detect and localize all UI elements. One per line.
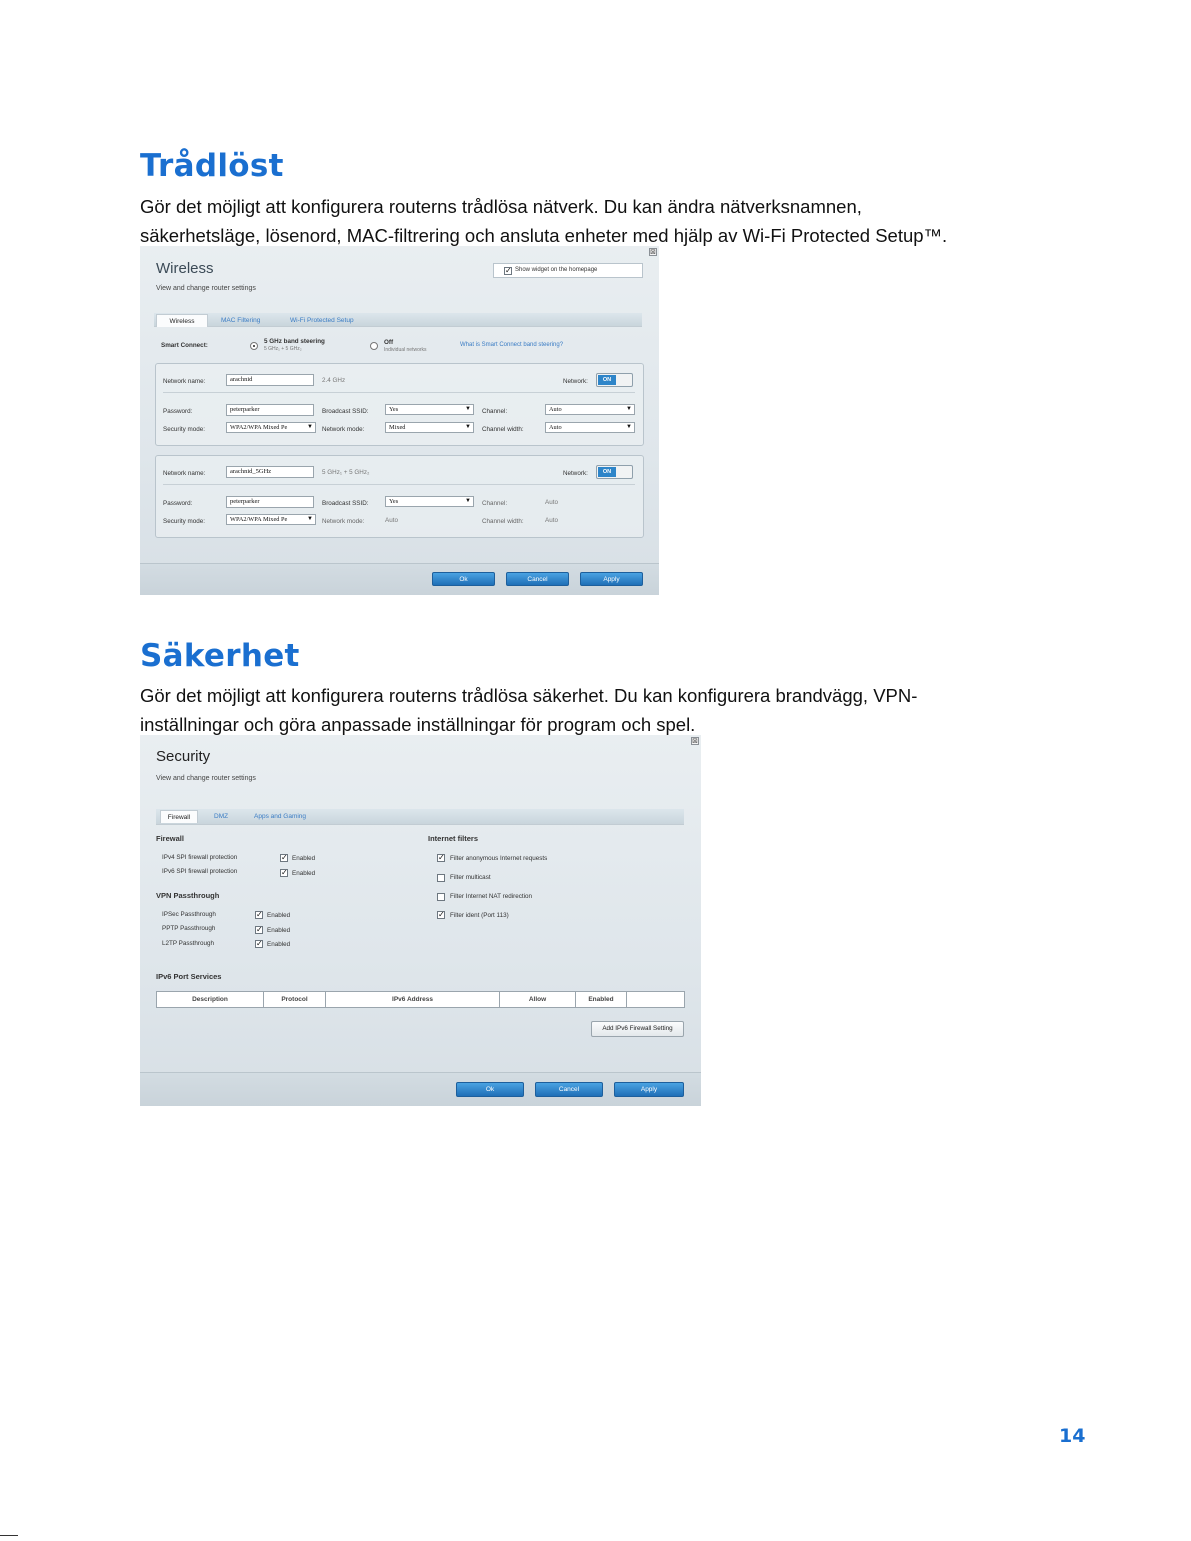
security-screenshot [140,735,701,1106]
wireless-subtitle: View and change router settings [156,285,256,292]
network-name-label: Network name: [163,470,206,477]
off-sub: Individual networks [384,347,427,353]
close-icon[interactable]: ⊠ [692,737,698,745]
section-heading-security: Säkerhet [140,638,300,674]
security-title: Security [156,748,211,765]
toggle-on: ON [598,375,616,385]
tab-dmz[interactable]: DMZ [214,813,229,820]
ipv6-spi-value: Enabled [292,870,316,877]
network-mode-select[interactable] [385,422,474,433]
security-paragraph-line1: Gör det möjligt att konfigurera routerns trådlösa säkerhet. Du kan konfigurera brandvägg, VPN- [140,685,918,706]
chevron-down-icon: ▼ [465,498,471,504]
firewall-heading: Firewall [156,834,184,843]
wireless-tab-bar [154,313,642,327]
filter-ident-label: Filter ident (Port 113) [450,912,509,919]
security-mode-value: WPA2/WPA Mixed Pe [230,424,288,431]
security-mode-select[interactable] [226,514,316,525]
channel-label: Channel: [482,500,508,507]
broadcast-ssid-label: Broadcast SSID: [322,500,369,507]
off-title: Off [384,339,394,346]
password-label: Password: [163,500,193,507]
chevron-down-icon: ▼ [307,424,313,430]
network-toggle-label: Network: [563,470,588,477]
channel-width-value: Auto [545,517,558,524]
col-enabled: Enabled [576,992,627,1007]
network-toggle[interactable] [596,373,633,387]
channel-width-value: Auto [549,424,562,431]
channel-select[interactable] [545,404,635,415]
channel-value: Auto [549,406,562,413]
band-steering-title: 5 GHz band steering [264,338,325,345]
filter-anonymous-checkbox[interactable]: ✓ [438,853,445,862]
password-input[interactable]: peterparker [226,496,314,508]
show-widget-box [493,263,643,278]
tab-firewall[interactable]: Firewall [160,810,198,823]
tab-wifi-protected-setup[interactable]: Wi-Fi Protected Setup [290,317,354,324]
network-name-input[interactable]: arachnid_5GHz [226,466,314,478]
smart-connect-label: Smart Connect: [161,342,208,349]
col-protocol: Protocol [264,992,326,1007]
network-name-label: Network name: [163,378,206,385]
divider [163,484,635,485]
ipsec-label: IPSec Passthrough [162,911,216,918]
l2tp-checkbox[interactable]: ✓ [256,939,263,948]
cancel-button[interactable]: Cancel [535,1082,603,1097]
network-name-input[interactable]: arachnid [226,374,314,386]
chevron-down-icon: ▼ [307,516,313,522]
ipsec-value: Enabled [267,912,291,919]
vpn-heading: VPN Passthrough [156,891,220,900]
tab-wireless[interactable]: Wireless [156,314,208,327]
ok-button[interactable]: Ok [456,1082,524,1097]
band-steering-radio[interactable] [250,342,258,350]
page-number: 14 [1059,1425,1086,1447]
apply-button[interactable]: Apply [614,1082,684,1097]
col-actions [627,992,684,1007]
ipsec-checkbox[interactable]: ✓ [256,910,263,919]
filter-nat-checkbox[interactable] [437,893,445,901]
broadcast-ssid-select[interactable] [385,404,474,415]
filter-multicast-label: Filter multicast [450,874,491,881]
pptp-value: Enabled [267,927,291,934]
chevron-down-icon: ▼ [626,424,632,430]
wireless-title: Wireless [156,260,214,277]
ipv4-spi-checkbox[interactable]: ✓ [281,853,288,862]
channel-label: Channel: [482,408,508,415]
band-label: 5 GHz₁ + 5 GHz₂ [322,469,370,476]
smart-connect-help-link[interactable]: What is Smart Connect band steering? [460,342,564,348]
security-mode-label: Security mode: [163,518,205,525]
wireless-paragraph-line1: Gör det möjligt att konfigurera routerns trådlösa nätverk. Du kan ändra nätverksnamnen, [140,196,862,217]
wireless-footer [140,563,659,595]
network-toggle[interactable] [596,465,633,479]
ipv6-port-table [156,991,685,1008]
security-paragraph-line2: inställningar och göra anpassade inställningar för program och spel. [140,714,696,735]
col-description: Description [157,992,264,1007]
show-widget-checkbox[interactable]: ✓ [505,266,512,275]
network-toggle-label: Network: [563,378,588,385]
ipv6-port-services-heading: IPv6 Port Services [156,972,222,981]
divider [163,392,635,393]
security-mode-label: Security mode: [163,426,205,433]
pptp-label: PPTP Passthrough [162,925,216,932]
off-radio[interactable] [370,342,378,350]
security-subtitle: View and change router settings [156,775,256,782]
network-mode-value: Auto [385,517,398,524]
filter-multicast-checkbox[interactable] [437,874,445,882]
security-mode-value: WPA2/WPA Mixed Pe [230,516,288,523]
filter-ident-checkbox[interactable]: ✓ [438,910,445,919]
channel-width-select[interactable] [545,422,635,433]
l2tp-value: Enabled [267,941,291,948]
close-icon[interactable]: ⊠ [650,248,656,256]
broadcast-ssid-label: Broadcast SSID: [322,408,369,415]
network-panel-24ghz [155,363,644,446]
ok-button[interactable]: Ok [432,572,495,586]
col-ipv6-address: IPv6 Address [326,992,500,1007]
corner-mark [0,1535,18,1536]
broadcast-ssid-value: Yes [389,498,399,505]
ipv4-spi-label: IPv4 SPI firewall protection [162,854,238,861]
chevron-down-icon: ▼ [465,406,471,412]
col-allow: Allow [500,992,576,1007]
ipv6-spi-checkbox[interactable]: ✓ [281,868,288,877]
security-tab-bar [156,809,684,825]
internet-filters-heading: Internet filters [428,834,479,843]
add-ipv6-firewall-setting-button[interactable]: Add IPv6 Firewall Setting [591,1021,684,1037]
network-mode-label: Network mode: [322,518,365,525]
tab-mac-filtering[interactable]: MAC Filtering [221,317,261,324]
band-steering-sub: 5 GHz₁ + 5 GHz₂ [264,346,302,352]
filter-nat-label: Filter Internet NAT redirection [450,893,533,900]
channel-width-label: Channel width: [482,426,524,433]
broadcast-ssid-select[interactable] [385,496,474,507]
network-mode-value: Mixed [389,424,406,431]
section-heading-wireless: Trådlöst [140,148,284,184]
channel-value: Auto [545,499,558,506]
ipv4-spi-value: Enabled [292,855,316,862]
filter-anonymous-label: Filter anonymous Internet requests [450,855,548,862]
cancel-button[interactable]: Cancel [506,572,569,586]
l2tp-label: L2TP Passthrough [162,940,215,947]
toggle-on: ON [598,467,616,477]
network-mode-label: Network mode: [322,426,365,433]
apply-button[interactable]: Apply [580,572,643,586]
show-widget-label: Show widget on the homepage [515,267,598,273]
security-mode-select[interactable] [226,422,316,433]
network-panel-5ghz [155,455,644,538]
tab-apps-and-gaming[interactable]: Apps and Gaming [254,813,307,820]
security-footer [140,1072,701,1106]
chevron-down-icon: ▼ [626,406,632,412]
wireless-paragraph-line2: säkerhetsläge, lösenord, MAC-filtrering och ansluta enheter med hjälp av Wi-Fi Protected Setup™. [140,225,948,246]
password-input[interactable]: peterparker [226,404,314,416]
pptp-checkbox[interactable]: ✓ [256,925,263,934]
broadcast-ssid-value: Yes [389,406,399,413]
chevron-down-icon: ▼ [465,424,471,430]
wireless-screenshot [140,246,659,595]
ipv6-spi-label: IPv6 SPI firewall protection [162,868,238,875]
band-label: 2.4 GHz [322,377,346,384]
password-label: Password: [163,408,193,415]
channel-width-label: Channel width: [482,518,524,525]
